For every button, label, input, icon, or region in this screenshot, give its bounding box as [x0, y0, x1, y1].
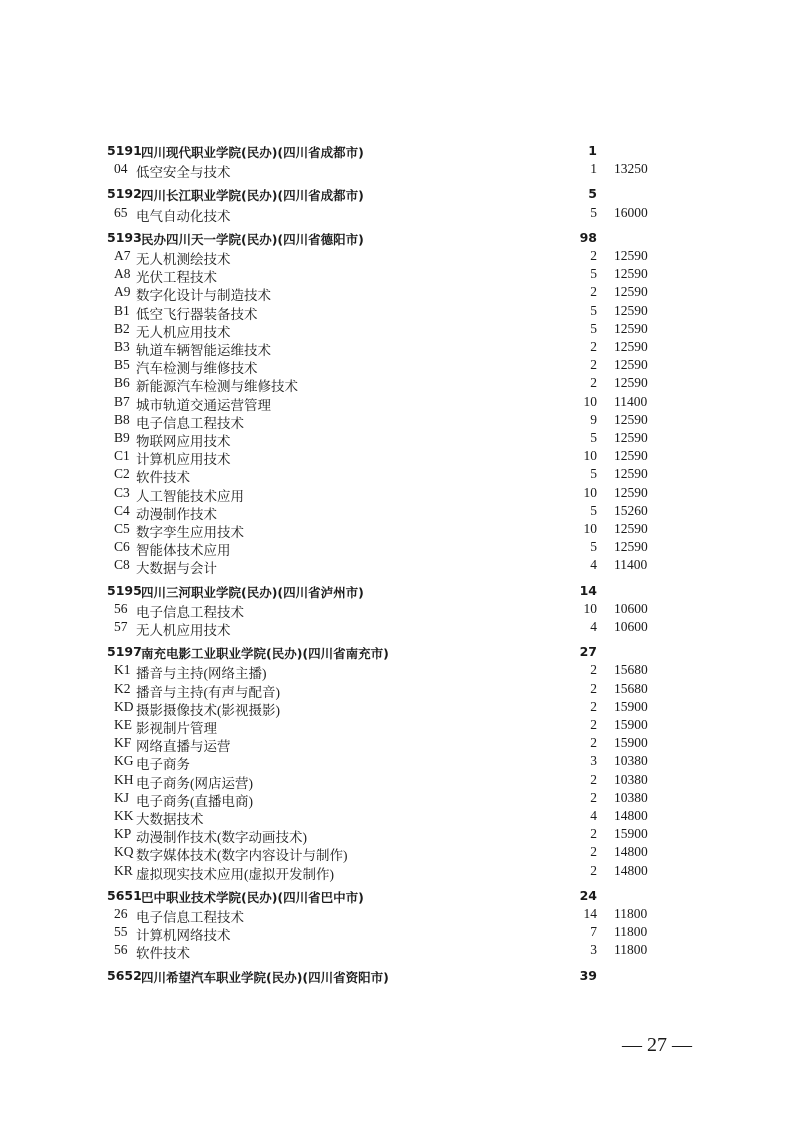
- major-code: C4: [114, 502, 130, 518]
- major-tuition: 12590: [614, 302, 648, 318]
- major-tuition: 15900: [614, 717, 648, 732]
- school-name: 四川三河职业学院(民办)(四川省泸州市): [141, 584, 364, 600]
- major-row: [0, 448, 800, 466]
- major-code: KE: [114, 717, 132, 732]
- major-row: [0, 266, 800, 284]
- major-tuition: 12590: [614, 539, 648, 555]
- major-row: [0, 521, 800, 539]
- major-name: 软件技术: [136, 946, 190, 962]
- major-name: 播音与主持(网络主播): [136, 666, 267, 682]
- major-code: KK: [114, 808, 134, 823]
- major-tuition: 13250: [614, 161, 648, 177]
- major-tuition: 12590: [614, 248, 648, 263]
- major-plan-count: 10: [583, 600, 597, 616]
- major-plan-count: 2: [590, 826, 597, 842]
- major-tuition: 10380: [614, 753, 648, 769]
- major-plan-count: 2: [590, 375, 597, 391]
- major-tuition: 11400: [614, 557, 648, 573]
- major-row: [0, 394, 800, 412]
- major-tuition: 10380: [614, 789, 648, 805]
- major-plan-count: 2: [590, 698, 597, 714]
- major-name: 数字孪生应用技术: [136, 525, 244, 540]
- major-tuition: 12590: [614, 375, 648, 391]
- major-code: K2: [114, 680, 131, 696]
- major-plan-count: 3: [590, 942, 597, 958]
- major-tuition: 11800: [614, 906, 648, 921]
- school-name: 四川长江职业学院(民办)(四川省成都市): [141, 188, 364, 204]
- major-name: 电子信息工程技术: [136, 604, 244, 620]
- major-name: 汽车检测与维修技术: [136, 361, 258, 377]
- major-row: [0, 790, 800, 808]
- major-code: C2: [114, 466, 130, 482]
- major-plan-count: 2: [590, 248, 597, 263]
- major-name: 电子信息工程技术: [136, 910, 244, 925]
- major-plan-count: 5: [590, 539, 597, 555]
- major-row: [0, 619, 800, 637]
- major-name: 无人机应用技术: [136, 623, 231, 638]
- major-tuition: 15900: [614, 826, 648, 842]
- major-code: C1: [114, 448, 130, 464]
- major-tuition: 14800: [614, 808, 648, 823]
- major-code: B1: [114, 302, 130, 318]
- major-tuition: 10600: [614, 619, 648, 634]
- major-code: B8: [114, 411, 130, 427]
- major-name: 大数据与会计: [136, 561, 217, 577]
- major-row: [0, 735, 800, 753]
- major-plan-count: 2: [590, 771, 597, 787]
- school-header: [0, 186, 800, 204]
- major-plan-count: 5: [590, 466, 597, 482]
- major-tuition: 15260: [614, 502, 648, 518]
- major-tuition: 10600: [614, 600, 648, 616]
- major-tuition: 12590: [614, 430, 648, 445]
- major-name: 低空安全与技术: [136, 165, 231, 181]
- major-code: KD: [114, 698, 134, 714]
- major-plan-count: 5: [590, 266, 597, 282]
- major-name: 动漫制作技术: [136, 506, 217, 522]
- major-tuition: 12590: [614, 521, 648, 536]
- major-plan-count: 2: [590, 844, 597, 860]
- major-tuition: 11800: [614, 924, 648, 940]
- major-name: 新能源汽车检测与维修技术: [136, 379, 298, 395]
- major-name: 城市轨道交通运营管理: [136, 397, 271, 413]
- major-code: A8: [114, 266, 131, 282]
- major-tuition: 11400: [614, 393, 648, 409]
- major-row: [0, 161, 800, 179]
- major-tuition: 12590: [614, 284, 648, 300]
- school-plan-count: 1: [588, 143, 597, 158]
- major-name: 电子商务(直播电商): [136, 793, 253, 809]
- school-code: 5193: [107, 229, 142, 245]
- major-code: KH: [114, 771, 134, 787]
- major-code: KR: [114, 862, 133, 878]
- major-row: [0, 826, 800, 844]
- major-name: 无人机测绘技术: [136, 252, 231, 267]
- major-name: 智能体技术应用: [136, 543, 231, 559]
- major-row: [0, 284, 800, 302]
- school-header: [0, 644, 800, 662]
- major-plan-count: 4: [590, 557, 597, 573]
- major-plan-count: 14: [583, 906, 597, 921]
- major-name: 网络直播与运营: [136, 739, 231, 755]
- major-row: [0, 205, 800, 223]
- major-code: A9: [114, 284, 131, 300]
- major-plan-count: 2: [590, 717, 597, 732]
- major-name: 电子商务: [136, 757, 190, 773]
- major-code: 65: [114, 204, 128, 220]
- school-name: 巴中职业技术学院(民办)(四川省巴中市): [141, 889, 364, 905]
- school-header: [0, 968, 800, 986]
- major-tuition: 12590: [614, 266, 648, 282]
- page-number: — 27 —: [622, 1034, 692, 1056]
- major-row: [0, 412, 800, 430]
- school-plan-count: 98: [579, 229, 597, 245]
- school-plan-count: 14: [579, 582, 597, 598]
- major-plan-count: 2: [590, 357, 597, 373]
- major-code: KQ: [114, 844, 134, 860]
- major-row: [0, 906, 800, 924]
- major-row: [0, 699, 800, 717]
- major-plan-count: 5: [590, 430, 597, 445]
- major-name: 数字化设计与制造技术: [136, 288, 271, 304]
- school-plan-count: 39: [579, 967, 597, 983]
- major-code: K1: [114, 662, 131, 678]
- major-tuition: 14800: [614, 862, 648, 878]
- major-code: KG: [114, 753, 134, 769]
- major-name: 电子商务(网店运营): [136, 775, 253, 791]
- major-plan-count: 5: [590, 302, 597, 318]
- major-code: 04: [114, 161, 128, 177]
- major-code: 56: [114, 600, 128, 616]
- major-row: [0, 681, 800, 699]
- major-plan-count: 4: [590, 619, 597, 634]
- major-tuition: 10380: [614, 771, 648, 787]
- major-code: 56: [114, 942, 128, 958]
- major-tuition: 12590: [614, 411, 648, 427]
- major-code: C3: [114, 484, 130, 500]
- school-header: [0, 143, 800, 161]
- school-code: 5191: [107, 143, 142, 158]
- major-tuition: 12590: [614, 339, 648, 354]
- school-plan-count: 5: [588, 186, 597, 202]
- major-row: [0, 717, 800, 735]
- major-plan-count: 2: [590, 789, 597, 805]
- major-tuition: 12590: [614, 448, 648, 464]
- major-name: 播音与主持(有声与配音): [136, 684, 280, 700]
- major-plan-count: 2: [590, 284, 597, 300]
- major-tuition: 15680: [614, 680, 648, 696]
- major-name: 轨道车辆智能运维技术: [136, 343, 271, 358]
- school-name: 四川希望汽车职业学院(民办)(四川省资阳市): [141, 969, 389, 985]
- major-name: 影视制片管理: [136, 721, 217, 736]
- major-plan-count: 2: [590, 862, 597, 878]
- major-plan-count: 2: [590, 339, 597, 354]
- major-name: 软件技术: [136, 470, 190, 486]
- major-row: [0, 844, 800, 862]
- school-header: [0, 888, 800, 906]
- major-plan-count: 2: [590, 662, 597, 678]
- major-plan-count: 2: [590, 735, 597, 751]
- major-code: A7: [114, 248, 131, 263]
- major-row: [0, 924, 800, 942]
- major-row: [0, 485, 800, 503]
- major-code: B6: [114, 375, 130, 391]
- major-plan-count: 1: [590, 161, 597, 177]
- major-name: 电气自动化技术: [136, 208, 231, 224]
- school-name: 南充电影工业职业学院(民办)(四川省南充市): [141, 646, 389, 662]
- major-code: KF: [114, 735, 132, 751]
- major-code: 57: [114, 619, 128, 634]
- major-row: [0, 375, 800, 393]
- school-header: [0, 230, 800, 248]
- major-tuition: 12590: [614, 357, 648, 373]
- major-plan-count: 10: [583, 448, 597, 464]
- major-code: B7: [114, 393, 130, 409]
- major-plan-count: 5: [590, 204, 597, 220]
- school-code: 5197: [107, 644, 142, 660]
- major-code: C8: [114, 557, 130, 573]
- major-row: [0, 601, 800, 619]
- major-code: B5: [114, 357, 130, 373]
- major-code: B2: [114, 320, 130, 336]
- major-name: 人工智能技术应用: [136, 488, 244, 504]
- major-code: B9: [114, 430, 130, 445]
- major-name: 动漫制作技术(数字动画技术): [136, 830, 307, 846]
- major-code: KJ: [114, 789, 130, 805]
- major-tuition: 12590: [614, 320, 648, 336]
- major-row: [0, 808, 800, 826]
- major-row: [0, 303, 800, 321]
- major-name: 无人机应用技术: [136, 324, 231, 340]
- major-name: 计算机网络技术: [136, 928, 231, 944]
- major-row: [0, 942, 800, 960]
- major-plan-count: 5: [590, 502, 597, 518]
- major-row: [0, 430, 800, 448]
- school-header: [0, 583, 800, 601]
- school-name: 四川现代职业学院(民办)(四川省成都市): [141, 145, 364, 160]
- major-plan-count: 2: [590, 680, 597, 696]
- school-plan-count: 24: [579, 887, 597, 903]
- major-name: 大数据技术: [136, 812, 204, 827]
- major-tuition: 15680: [614, 662, 648, 678]
- major-row: [0, 539, 800, 557]
- major-row: [0, 466, 800, 484]
- school-code: 5651: [107, 887, 142, 903]
- major-name: 摄影摄像技术(影视摄影): [136, 702, 280, 718]
- major-code: C6: [114, 539, 130, 555]
- major-name: 光伏工程技术: [136, 270, 217, 286]
- major-name: 数字媒体技术(数字内容设计与制作): [136, 848, 348, 864]
- major-row: [0, 321, 800, 339]
- major-row: [0, 503, 800, 521]
- major-plan-count: 10: [583, 393, 597, 409]
- major-plan-count: 10: [583, 521, 597, 536]
- school-plan-count: 27: [579, 644, 597, 660]
- major-row: [0, 863, 800, 881]
- major-row: [0, 772, 800, 790]
- major-name: 电子信息工程技术: [136, 415, 244, 431]
- major-tuition: 14800: [614, 844, 648, 860]
- major-code: C5: [114, 521, 130, 536]
- major-tuition: 12590: [614, 466, 648, 482]
- major-row: [0, 248, 800, 266]
- major-tuition: 15900: [614, 698, 648, 714]
- major-row: [0, 557, 800, 575]
- major-tuition: 15900: [614, 735, 648, 751]
- major-tuition: 12590: [614, 484, 648, 500]
- school-name: 民办四川天一学院(民办)(四川省德阳市): [141, 231, 364, 247]
- major-plan-count: 9: [590, 411, 597, 427]
- major-plan-count: 5: [590, 320, 597, 336]
- school-code: 5195: [107, 582, 142, 598]
- major-tuition: 11800: [614, 942, 648, 958]
- major-row: [0, 339, 800, 357]
- major-name: 低空飞行器装备技术: [136, 306, 258, 322]
- school-code: 5652: [107, 967, 142, 983]
- major-row: [0, 357, 800, 375]
- major-tuition: 16000: [614, 204, 648, 220]
- major-code: KP: [114, 826, 132, 842]
- major-code: 55: [114, 924, 128, 940]
- major-code: 26: [114, 906, 128, 921]
- major-name: 计算机应用技术: [136, 452, 231, 468]
- major-name: 虚拟现实技术应用(虚拟开发制作): [136, 866, 334, 882]
- major-plan-count: 4: [590, 808, 597, 823]
- major-row: [0, 753, 800, 771]
- major-code: B3: [114, 339, 130, 354]
- school-code: 5192: [107, 186, 142, 202]
- major-name: 物联网应用技术: [136, 434, 231, 449]
- major-row: [0, 662, 800, 680]
- major-plan-count: 7: [590, 924, 597, 940]
- major-plan-count: 3: [590, 753, 597, 769]
- major-plan-count: 10: [583, 484, 597, 500]
